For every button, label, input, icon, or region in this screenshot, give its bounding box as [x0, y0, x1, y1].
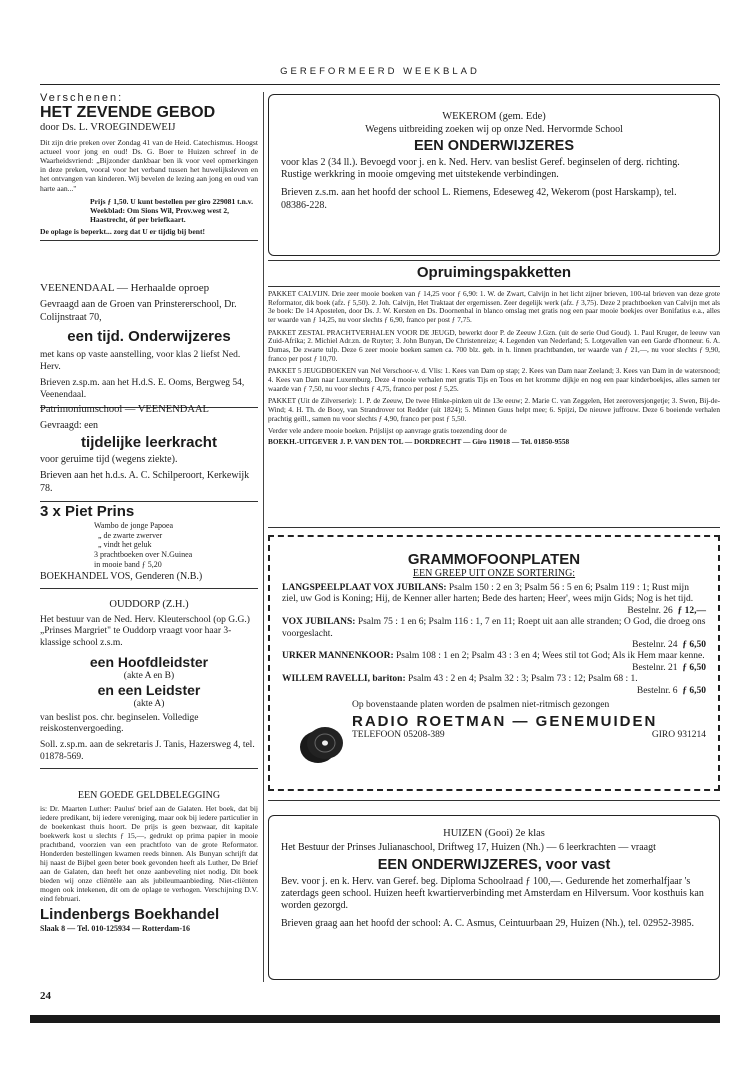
ad-body: Bev. voor j. en k. Herv. van Geref. beg. Diploma Schoolraad ƒ 100,—. Gedurende het zomerhalfjaar 's zaterdags geen school. Huizen heeft kwartierverbinding met Amsterdam en Hilversum. Voor kosthuis kan worden gezorgd.: [281, 876, 704, 912]
ad-title-2: en een Leidster: [97, 682, 201, 699]
book-line: 3 prachtboeken over N.Guinea: [94, 550, 193, 560]
ad-wekerom: [268, 94, 720, 256]
record-text: Psalm 43 : 2 en 4; Psalm 32 : 3; Psalm 73 : 12; Psalm 68 : 1.: [408, 674, 638, 685]
ad-place: HUIZEN (Gooi) 2e klas: [443, 828, 545, 839]
record-lead: URKER MANNENKOOR:: [282, 651, 394, 662]
record-text: Psalm 108 : 1 en 2; Psalm 43 : 3 en 4; Wees stil tot God; Als ik Hem maar kenne.: [396, 651, 705, 662]
divider: [268, 800, 720, 801]
ad-piet-prins: [40, 503, 258, 589]
ad-repeat: Herhaalde oproep: [130, 282, 210, 294]
pakket-calvijn: PAKKET CALVIJN. Drie zeer mooie boeken van ƒ 14,25 voor ƒ 6,90: 1. W. de Zwart, Calvijn in het licht zijner brieven, 100-tal brieven van deze grote Reformator, dik boek (afz. ƒ 5,50). 2. Joh. Calvijn, Het Traktaat der ergernissen. Zeer degelijk werk (afz. ƒ 3,75). Deze 2 prachtboeken van Calvijn met als 3e boek: De 14 Apostelen, door Ds. J. W. Kersten en Ds. Doornenbal in blanco omslag met gratis nog een paar mooie boekjes over Bonifatius e.a., alles ter waarde van ƒ 14,25, nu voor slechts ƒ 6,90, franco per post ƒ 7,75.: [268, 288, 720, 324]
ad-address: Slaak 8 — Tel. 010-125934 — Rotterdam-16: [40, 924, 190, 934]
record-order: Bestelnr. 6: [636, 685, 678, 696]
ad-intro: Wegens uitbreiding zoeken wij op onze Ned. Hervormde School: [365, 124, 623, 135]
ad-sub-2: (akte A): [133, 699, 165, 710]
ad-shop: RADIO ROETMAN — GENEMUIDEN: [352, 712, 658, 730]
ad-price: Prijs ƒ 1,50. U kunt bestellen per giro 229081 t.n.v. Weekblad: Om Sions Wil, Prov.weg west 2, Haastrecht, óf per briefkaart.: [90, 196, 253, 224]
ad-place: OUDDORP (Z.H.): [109, 599, 189, 610]
ad-zevende-gebod: [40, 92, 258, 241]
header-rule: [40, 84, 720, 85]
ad-sub-1: (akte A en B): [123, 670, 175, 681]
record-item: [282, 617, 706, 640]
ad-kicker: Verschenen:: [40, 92, 124, 104]
ad-school: Patrimoniumschool: [40, 404, 123, 415]
ad-body: Dit zijn drie preken over Zondag 41 van de Heid. Catechismus. Hoogst actueel voor jong en oud! Ds. G. Boer te Huizen schreef in de Waarheidsvriend: „Bijzonder dankbaar ben ik voor veel opmerkingen in deze preken, vooral voor het verband tussen het huwelijksleven en het ontvangen van kinderen. Wij bevelen de lezing aan jong en oud van harte aan...": [40, 138, 258, 193]
ad-title-1: een Hoofdleidster: [89, 653, 209, 670]
ad-shop: Lindenbergs Boekhandel: [40, 906, 220, 924]
ad-note: Op bovenstaande platen worden de psalmen niet-ritmisch gezongen: [352, 699, 610, 710]
ad-ouddorp: [40, 599, 258, 769]
record-order: Bestelnr. 24: [632, 639, 678, 650]
record-item: [282, 651, 706, 662]
record-text: Psalm 150 : 2 en 3; Psalm 56 : 5 en 6; Psalm 119 : 1; Rust mijn ziel, uw God is Koning; Hij, de Kenner aller harten; Bede des harten; Heer', wees mijn Gids; Nog is het tijd.: [282, 583, 694, 605]
ad-intro: Het Bestuur der Prinses Julianaschool, Driftweg 17, Huizen (Nh.) — 6 leerkrachten — vraagt: [281, 842, 656, 853]
divider: [40, 240, 258, 241]
book-line: „ de zwarte zwerver: [98, 530, 163, 540]
record-order: Bestelnr. 26: [627, 605, 673, 616]
ad-footer-note: Verder vele andere mooie boeken. Prijslijst op aanvrage gratis toezending door de: [268, 426, 507, 436]
divider: [268, 527, 720, 528]
ad-title: EEN ONDERWIJZERES, voor vast: [377, 857, 611, 873]
ad-place: VEENENDAAL: [137, 404, 209, 415]
book-price: in mooie band ƒ 5,20: [94, 559, 162, 569]
ad-title: tijdelijke leerkracht: [81, 433, 217, 451]
divider: [40, 501, 258, 502]
ad-body: is: Dr. Maarten Luther: Paulus' brief aan de Galaten. Het boek, dat bij iedere predikant, bij iedere vereniging, maar ook bij iedere particulier in de boekenkast thuis hoort. De prijs is geen bezwaar, dit kapitale boekwerk kost u slechts ƒ 15,—, gedrukt op prima papier in mooie prachtband, voorzien van een prachtfoto van de grote Reformator. Honderden bestellingen kwamen reeds binnen. Als Bunyan schrijft dat hij naast de Bijbel geen beter boek gevonden heeft als Luther, De Brief aan de Galaten, dan heeft het onze aanbeveling niet nodig. Dit boek bieden wij onze cliëntèle aan als jubileumaanbieding. Niet-cliënten mogen ook intekenen, dit om de oplage te verhogen. Verschijning D.V. eind februari.: [40, 804, 258, 904]
ad-opruimingspakketten: [268, 264, 720, 447]
ad-contact: Brieven aan het h.d.s. A. C. Schilperoort, Kerkewijk 78.: [40, 470, 250, 494]
record-item: [282, 674, 706, 685]
record-lead: VOX JUBILANS:: [282, 617, 356, 628]
ad-publisher: BOEKH.-UITGEVER J. P. VAN DEN TOL — DORDRECHT — Giro 119018 — Tel. 01850-9558: [268, 436, 570, 446]
ad-place: WEKEROM (gem. Ede): [442, 111, 546, 122]
ad-contact: Soll. z.sp.m. aan de sekretaris J. Tanis, Hazersweg 4, tel. 01878-569.: [40, 740, 255, 762]
divider: [268, 286, 720, 287]
ad-title: Opruimingspakketten: [416, 264, 572, 281]
page-header-title: GEREFORMEERD WEEKBLAD: [280, 66, 480, 77]
column-divider: [263, 92, 264, 982]
record-price: ƒ 6,50: [682, 685, 706, 696]
record-text: Psalm 75 : 1 en 6; Psalm 116 : 1, 7 en 11; Roept uit aan alle stranden; O God, die droeg ons voorgeslacht.: [282, 617, 706, 639]
record-disc-icon: [298, 722, 344, 768]
book-line: Wambo de jonge Papoea: [94, 521, 174, 531]
record-lead: LANGSPEELPLAAT VOX JUBILANS:: [282, 583, 447, 593]
ad-shop: BOEKHANDEL VOS, Genderen (N.B.): [40, 571, 203, 583]
ad-intro: Gevraagd aan de Groen van Prinstererschool, Dr. Colijnstraat 70,: [40, 299, 237, 323]
ad-title: GRAMMOFOONPLATEN: [407, 551, 581, 568]
ad-geldbelegging: [40, 790, 258, 934]
record-price: ƒ 6,50: [682, 662, 706, 673]
ad-huizen: [268, 815, 720, 980]
ad-title: een tijd. Onderwijzeres: [67, 327, 231, 345]
record-price: ƒ 6,50: [682, 639, 706, 650]
ad-body: met kans op vaste aanstelling, voor klas 2 liefst Ned. Herv.: [40, 350, 241, 372]
ad-title: HET ZEVENDE GEBOD: [40, 104, 216, 122]
page-number: 24: [40, 990, 51, 1002]
record-lead: WILLEM RAVELLI, bariton:: [282, 674, 406, 685]
pakket-zestal: PAKKET ZESTAL PRACHTVERHALEN VOOR DE JEUGD, bewerkt door P. de Zeeuw J.Gzn. (uit de serie Oud Goud). 1. Paul Kruger, de leeuw van Zuid-Afrika; 2. Michiel Adr.zn. de Ruyter; 3. John Bunyan, De Christenreize; 4. Legenden van Nederland; 5. Lotgevallen van een Garde d'honneur. 6. A. Dumas, De zwarte tulp. Deze 6 zeer mooie boeken samen ca. 700 blz. geb. in h. linnen prachtbanden, ter waarde van ƒ 21,—, nu voor slechts ƒ 9,90, franco per post ƒ 10,70.: [268, 327, 720, 363]
divider: [268, 260, 720, 261]
pakket-zilverserie: PAKKET (Uit de Zilverserie): 1. P. de Zeeuw, De twee Hinke-pinken uit de 13e eeuw; 2. Marie C. van Zeggelen, Het zeeroversjongetje; 3. Swen, Bij-de-Wind; 4. H. Th. de Booy, van Strandrover tot Redder (uit 1824); 5. Minnen Guus helpt mee; 6. Spijzi, De nieuwe juffrouw. Deze 6 boeiende verhalen prachtig geïll., samen nu voor slechts ƒ 4,90, franco per post ƒ 5,50.: [268, 396, 720, 423]
ad-body: Het bestuur van de Ned. Herv. Kleuterschool (op G.G.) „Prinses Margriet" te Ouddorp vraagt voor haar 3-klassige school z.s.m.: [40, 614, 250, 648]
ad-author: door Ds. L. VROEGINDEWEIJ: [40, 122, 176, 134]
divider: [40, 588, 258, 589]
ad-subtitle: EEN GREEP UIT ONZE SORTERING:: [412, 568, 576, 579]
ad-patrimoniumschool: Patrimoniumschool — VEENENDAAL Gevraagd: een tijdelijke leerkracht voor geruime tijd (wegens ziekte). Brieven aan het h.d.s. A. C. Schilperoort, Kerkewijk 78.: [40, 404, 258, 502]
record-order: Bestelnr. 21: [632, 662, 678, 673]
record-item: [282, 583, 706, 606]
ad-note: De oplage is beperkt... zorg dat U er tijdig bij bent!: [40, 226, 206, 236]
ad-place: VEENENDAAL: [40, 282, 115, 294]
record-price: ƒ 12,—: [677, 605, 706, 616]
bottom-edge-bar: [30, 1015, 720, 1023]
ad-body-2: van beslist pos. chr. beginselen. Volledige reiskostenvergoeding.: [40, 712, 199, 735]
ad-contact: Brieven z.sp.m. aan het H.d.S. E. Ooms, Bergweg 54, Veenendaal.: [40, 378, 245, 400]
ad-veenendaal-1: VEENENDAAL — Herhaalde oproep Gevraagd aan de Groen van Prinstererschool, Dr. Colijnstraat 70, een tijd. Onderwijzeres met kans op vaste aanstelling, voor klas 2 liefst Ned. Herv. Brieven z.sp.m. aan het H.d.S. E. Ooms, Bergweg 54, Veenendaal.: [40, 282, 258, 408]
ad-body: voor klas 2 (34 ll.). Bevoegd voor j. en k. Ned. Herv. van beslist Geref. beginselen of derg. richting. Rustige werkkring in mooie omgeving met uitstekende verbindingen.: [281, 157, 680, 181]
ad-contact: Brieven z.s.m. aan het hoofd der school L. Riemens, Edeseweg 42, Wekerom (post Harskamp), tel. 08386-228.: [281, 187, 677, 211]
ad-giro: GIRO 931214: [651, 729, 706, 740]
book-line: „ vindt het geluk: [98, 540, 152, 550]
divider: [40, 768, 258, 769]
ad-body: voor geruime tijd (wegens ziekte).: [40, 454, 178, 466]
ad-contact: Brieven graag aan het hoofd der school: A. C. Asmus, Ceintuurbaan 29, Huizen (Nh.), tel. 02952-3985.: [281, 917, 694, 929]
ad-heading: EEN GOEDE GELDBELEGGING: [77, 790, 221, 801]
pakket-jeugdboeken: PAKKET 5 JEUGDBOEKEN van Nel Verschoor-v. d. Vlis: 1. Kees van Dam op stap; 2. Kees van Dam naar Zeeland; 3. Kees van Dam in de watersnood; 4. Kees van Dam naar Luxemburg. Deze 4 mooie verhalen met gratis Tijs en Toos en het kromme dijkje en nog een paar kinderboekjes, alles samen ter waarde van ƒ 7,50, nu voor slechts ƒ 4,75, franco per post ƒ 5,25.: [268, 366, 720, 393]
ad-phone: TELEFOON 05208-389: [352, 729, 445, 740]
ad-title: EEN ONDERWIJZERES: [413, 138, 575, 154]
ad-title: 3 x Piet Prins: [40, 503, 135, 520]
ad-intro: Gevraagd: een: [40, 419, 99, 431]
